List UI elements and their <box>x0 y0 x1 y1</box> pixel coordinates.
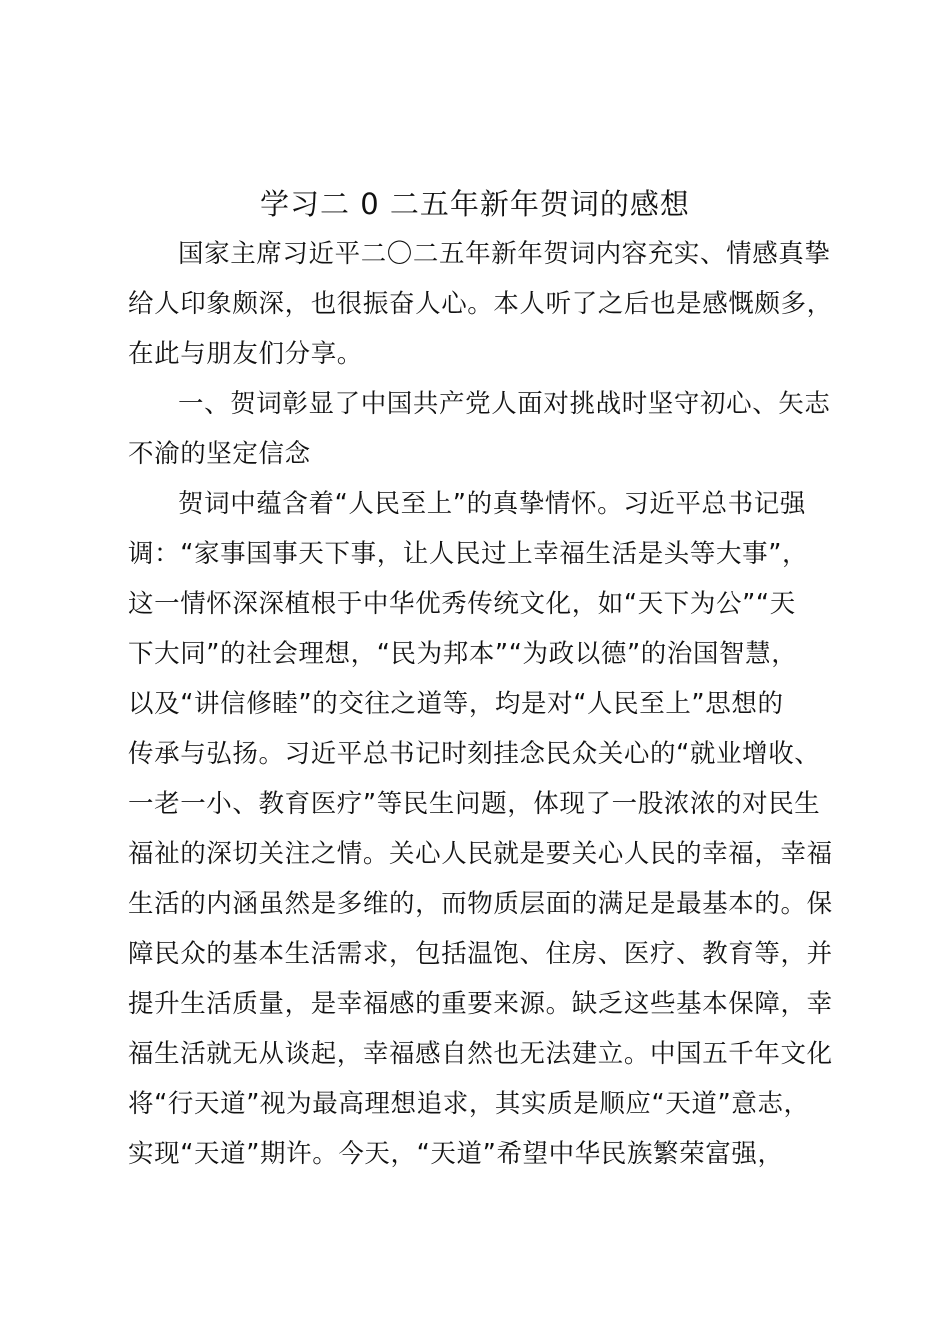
section-heading-line: 一、贺词彰显了中国共产党人面对挑战时坚守初心、矢志 <box>178 389 831 419</box>
paragraph-line: 障民众的基本生活需求，包括温饱、住房、医疗、教育等，并 <box>128 939 833 969</box>
section-heading-line: 不渝的坚定信念 <box>128 439 311 469</box>
paragraph-line: 传承与弘扬。习近平总书记时刻挂念民众关心的“就业增收、 <box>128 739 821 769</box>
paragraph-line: 调：“家事国事天下事，让人民过上幸福生活是头等大事”， <box>128 539 809 569</box>
paragraph-line: 以及“讲信修睦”的交往之道等，均是对“人民至上”思想的 <box>128 689 784 719</box>
paragraph-line: 实现“天道”期许。今天，“天道”希望中华民族繁荣富强， <box>128 1139 784 1169</box>
paragraph-line: 给人印象颇深，也很振奋人心。本人听了之后也是感慨颇多， <box>128 289 833 319</box>
paragraph-line: 提升生活质量，是幸福感的重要来源。缺乏这些基本保障，幸 <box>128 989 833 1019</box>
document-title: 学习二 0 二五年新年贺词的感想 <box>260 187 690 221</box>
paragraph-line: 下大同”的社会理想，“民为邦本”“为政以德”的治国智慧， <box>128 639 798 669</box>
paragraph-line: 生活的内涵虽然是多维的，而物质层面的满足是最基本的。保 <box>128 889 833 919</box>
paragraph-line: 一老一小、教育医疗”等民生问题，体现了一股浓浓的对民生 <box>128 789 821 819</box>
paragraph-line: 将“行天道”视为最高理想追求，其实质是顺应“天道”意志， <box>128 1089 810 1119</box>
paragraph-line: 这一情怀深深植根于中华优秀传统文化，如“天下为公”“天 <box>128 589 796 619</box>
paragraph-line: 国家主席习近平二〇二五年新年贺词内容充实、情感真挚 <box>178 239 831 269</box>
paragraph-line: 福祉的深切关注之情。关心人民就是要关心人民的幸福，幸福 <box>128 839 833 869</box>
paragraph-line: 福生活就无从谈起，幸福感自然也无法建立。中国五千年文化 <box>128 1039 833 1069</box>
paragraph-line: 在此与朋友们分享。 <box>128 339 363 369</box>
paragraph-line: 贺词中蕴含着“人民至上”的真挚情怀。习近平总书记强 <box>178 489 806 519</box>
